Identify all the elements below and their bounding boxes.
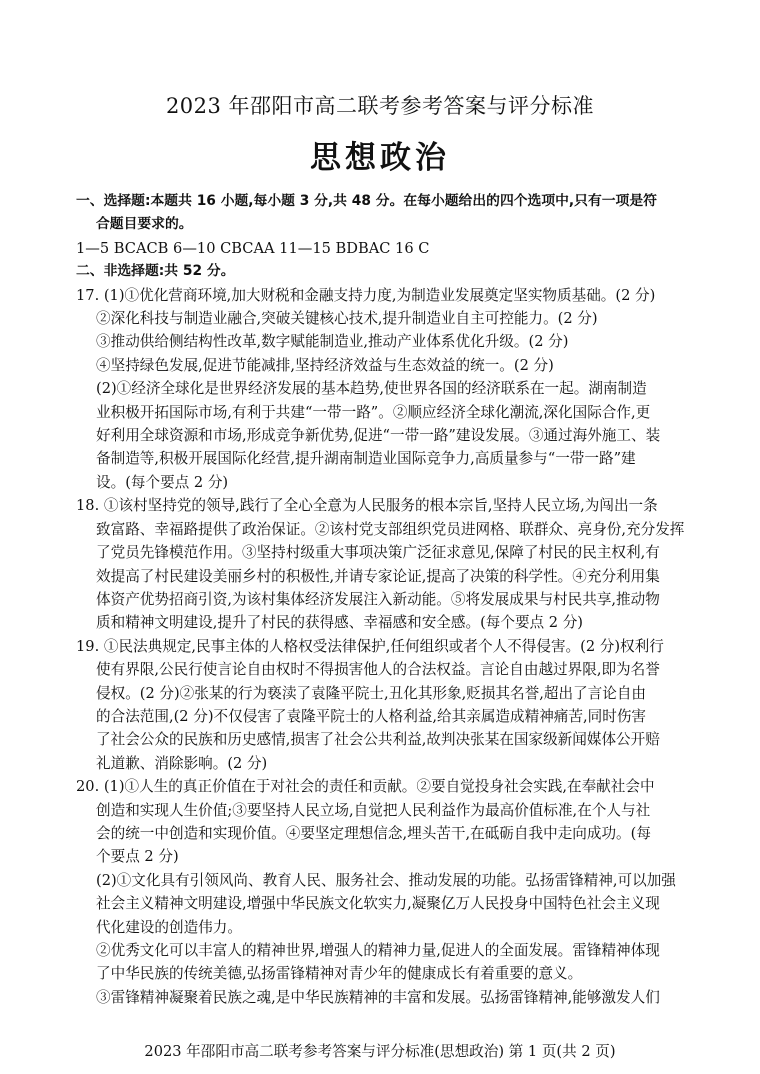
- text-line: ④坚持绿色发展,促进节能减排,坚持经济效益与生态效益的统一。(2 分): [96, 356, 554, 374]
- text-line: 社会主义精神文明建设,增强中华民族文化软实力,凝聚亿万人民投身中国特色社会主义现: [96, 895, 660, 913]
- text-line: 业积极开拓国际市场,有利于共建“一带一路”。②顺应经济全球化潮流,深化国际合作,更: [96, 403, 651, 421]
- document-title: 2023 年邵阳市高二联考参考答案与评分标准: [165, 94, 595, 118]
- subject-title: 思想政治: [310, 140, 450, 176]
- text-line: 使有界限,公民行使言论自由权时不得损害他人的合法权益。言论自由越过界限,即为名誉: [96, 661, 660, 679]
- text-line: 20. (1)①人生的真正价值在于对社会的责任和贡献。②要自觉投身社会实践,在奉献社会中: [76, 778, 655, 796]
- text-line: 会的统一中创造和实现价值。④要坚定理想信念,埋头苦干,在砥砺自我中走向成功。(每: [96, 824, 651, 842]
- text-line: 体资产优势招商引资,为该村集体经济发展注入新动能。⑤将发展成果与村民共享,推动物: [96, 590, 660, 608]
- text-line: 效提高了村民建设美丽乡村的积极性,并请专家论证,提高了决策的科学性。④充分利用集: [96, 567, 660, 585]
- text-line: (2)①文化具有引领风尚、教育人民、服务社会、推动发展的功能。弘扬雷锋精神,可以加强: [96, 871, 676, 889]
- answer-body: [76, 190, 696, 1009]
- text-line: ②深化科技与制造业融合,突破关键核心技术,提升制造业自主可控能力。(2 分): [96, 310, 598, 328]
- text-line: ③雷锋精神凝聚着民族之魂,是中华民族精神的丰富和发展。弘扬雷锋精神,能够激发人们: [96, 988, 660, 1006]
- text-line: 好利用全球资源和市场,形成竞争新优势,促进“一带一路”建设发展。③通过海外施工、装: [96, 427, 661, 445]
- text-line: 备制造等,积极开展国际化经营,提升湖南制造业国际竞争力,高质量参与“一带一路”建: [96, 450, 636, 468]
- text-line: 18. ①该村坚持党的领导,践行了全心全意为人民服务的根本宗旨,坚持人民立场,为闯出一条: [76, 497, 658, 515]
- text-line: 一、选择题:本题共 16 小题,每小题 3 分,共 48 分。在每小题给出的四个选项中,只有一项是符: [76, 193, 657, 209]
- text-line: 合题目要求的。: [96, 216, 193, 233]
- text-line: 了党员先锋模范作用。③坚持村级重大事项决策广泛征求意见,保障了村民的民主权利,有: [96, 544, 660, 562]
- text-line: 1—5 BCACB 6—10 CBCAA 11—15 BDBAC 16 C: [76, 239, 430, 257]
- text-line: 致富路、幸福路提供了政治保证。②该村党支部组织党员进网格、联群众、亮身份,充分发挥: [96, 520, 685, 538]
- text-line: 了中华民族的传统美德,弘扬雷锋精神对青少年的健康成长有着重要的意义。: [96, 965, 583, 983]
- text-line: 设。(每个要点 2 分): [96, 473, 229, 491]
- text-line: 二、非选择题:共 52 分。: [76, 263, 235, 280]
- text-line: 礼道歉、消除影响。(2 分): [96, 754, 268, 772]
- text-line: 代化建设的创造伟力。: [96, 918, 242, 936]
- text-line: (2)①经济全球化是世界经济发展的基本趋势,使世界各国的经济联系在一起。湖南制造: [96, 380, 647, 398]
- text-line: 的合法范围,(2 分)不仅侵害了袁隆平院士的人格利益,给其亲属造成精神痛苦,同时伤害: [96, 707, 647, 725]
- text-line: 质和精神文明建设,提升了村民的获得感、幸福感和安全感。(每个要点 2 分): [96, 614, 583, 632]
- text-line: 个要点 2 分): [96, 848, 179, 866]
- text-line: 了社会公众的民族和历史感情,损害了社会公共利益,故判决张某在国家级新闻媒体公开赔: [96, 731, 660, 749]
- text-line: ②优秀文化可以丰富人的精神世界,增强人的精神力量,促进人的全面发展。雷锋精神体现: [96, 942, 660, 959]
- text-line: 17. (1)①优化营商环境,加大财税和金融支持力度,为制造业发展奠定坚实物质基础。(2 分): [76, 286, 656, 304]
- text-line: 19. ①民法典规定,民事主体的人格权受法律保护,任何组织或者个人不得侵害。(2 分)权利行: [76, 637, 664, 655]
- text-line: 侵权。(2 分)②张某的行为亵渎了袁隆平院士,丑化其形象,贬损其名誉,超出了言论自由: [96, 684, 647, 702]
- text-line: 创造和实现人生价值;③要坚持人民立场,自觉把人民利益作为最高价值标准,在个人与社: [96, 801, 651, 819]
- text-line: ③推动供给侧结构性改革,数字赋能制造业,推动产业体系优化升级。(2 分): [96, 333, 569, 351]
- page-footer: 2023 年邵阳市高二联考参考答案与评分标准(思想政治) 第 1 页(共 2 页): [144, 1043, 616, 1060]
